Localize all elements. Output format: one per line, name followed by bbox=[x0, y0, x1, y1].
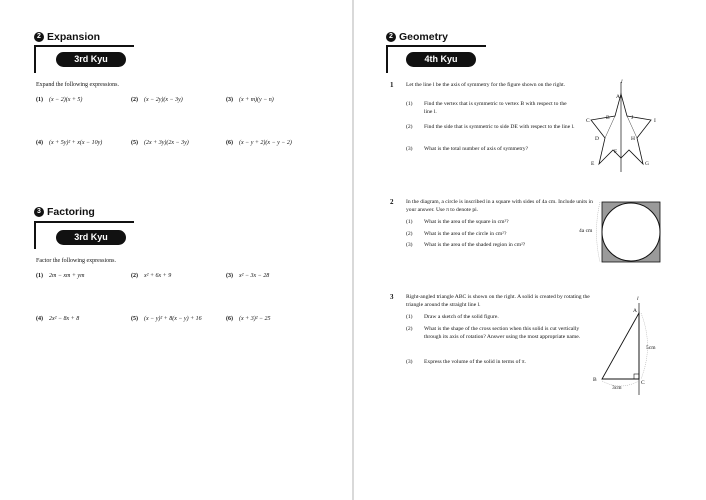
vertex-label: A bbox=[633, 308, 637, 314]
geometry-title: Geometry bbox=[399, 31, 449, 43]
vertex-label: G bbox=[645, 161, 649, 167]
sub-question: (2) Find the side that is symmetric to side DE with respect to the line l. bbox=[406, 124, 575, 130]
right-page bbox=[354, 0, 706, 500]
expansion-title: Expansion bbox=[47, 31, 101, 43]
expansion-problem: (6) (x − y + 2)(x − y − 2) bbox=[226, 140, 292, 146]
factoring-heading bbox=[34, 206, 95, 218]
inscribed-circle bbox=[602, 203, 660, 261]
expansion-problem: (3) (x + m)(y − n) bbox=[226, 97, 274, 103]
vertex-label: E bbox=[591, 161, 595, 167]
question-text: In the diagram, a circle is inscribed in a square with sides of 4a cm. Include units in your answer. Use π to denote pi. bbox=[406, 199, 593, 213]
geometry-heading bbox=[386, 31, 448, 43]
kyu-level-pill: 3rd Kyu bbox=[56, 230, 126, 245]
section-number-badge: 2 bbox=[386, 32, 396, 42]
sub-question: (3) What is the total number of axis of symmetry? bbox=[406, 146, 529, 152]
expansion-problem: (2) (x − 2y)(x − 3y) bbox=[131, 97, 183, 103]
sub-question: (1) Find the vertex that is symmetric to vertex B with respect to the line l. bbox=[406, 101, 567, 115]
sub-question: (1) Draw a sketch of the solid figure. bbox=[406, 314, 499, 320]
sub-question: (3) Express the volume of the solid in terms of π. bbox=[406, 359, 526, 365]
vertex-label: D bbox=[595, 136, 599, 142]
factoring-title: Factoring bbox=[47, 206, 95, 218]
vertex-label: C bbox=[586, 118, 590, 124]
question-text: Let the line l be the axis of symmetry for the figure shown on the right. bbox=[406, 82, 566, 88]
factoring-problem: (4) 2x² − 8x + 8 bbox=[36, 316, 80, 322]
right-angle-mark bbox=[634, 374, 639, 379]
question-number: 3 bbox=[390, 293, 394, 301]
star-figure bbox=[587, 80, 663, 174]
factoring-problem: (6) (x + 3)² − 25 bbox=[226, 316, 271, 322]
question-number: 2 bbox=[390, 198, 394, 206]
square-circle-figure bbox=[592, 198, 664, 270]
right-triangle bbox=[602, 313, 639, 379]
kyu-level-pill: 3rd Kyu bbox=[56, 52, 126, 67]
expansion-instruction: Expand the following expressions. bbox=[36, 82, 119, 88]
vertex-label: B bbox=[593, 377, 597, 383]
factoring-problem: (5) (x − y)² + 8(x − y) + 16 bbox=[131, 316, 202, 322]
vertex-label: F bbox=[614, 149, 618, 155]
section-number-badge: 3 bbox=[34, 207, 44, 217]
height-label: 5cm bbox=[646, 345, 656, 351]
question-number: 1 bbox=[390, 81, 394, 89]
section-number-badge: 2 bbox=[34, 32, 44, 42]
question-text: Right-angled triangle ABC is shown on the right. A solid is created by rotating the triangle around the straight line l. bbox=[406, 294, 590, 308]
factoring-instruction: Factor the following expressions. bbox=[36, 258, 116, 264]
vertex-label: C bbox=[641, 380, 645, 386]
vertex-label: I bbox=[654, 118, 656, 124]
sub-question: (2) What is the shape of the cross section when this solid is cut vertically through its axis of rotation? Answer using the most appropriate name. bbox=[406, 326, 581, 340]
vertex-label: B bbox=[606, 115, 610, 121]
vertex-label: H bbox=[631, 136, 635, 142]
factoring-problem: (3) x² − 3x − 28 bbox=[226, 273, 270, 279]
axis-label: l bbox=[637, 296, 639, 302]
sub-question: (2) What is the area of the circle in cm²? bbox=[406, 231, 507, 237]
expansion-heading bbox=[34, 31, 100, 43]
factoring-problem: (2) x² + 6x + 9 bbox=[131, 273, 172, 279]
vertex-label: J bbox=[631, 115, 634, 121]
sub-question: (3) What is the area of the shaded region in cm²? bbox=[406, 242, 526, 248]
left-page bbox=[0, 0, 352, 500]
base-label: 3cm bbox=[612, 385, 622, 391]
factoring-problem: (1) 2m − xm + ym bbox=[36, 273, 85, 279]
expansion-problem: (1) (x − 2)(x + 5) bbox=[36, 97, 83, 103]
expansion-problem: (4) (x + 5y)² + x(x − 10y) bbox=[36, 140, 103, 146]
kyu-level-pill: 4th Kyu bbox=[406, 52, 476, 67]
vertex-label: A bbox=[616, 94, 620, 100]
axis-label: l bbox=[621, 79, 623, 85]
side-length-label: 4a cm bbox=[579, 228, 593, 234]
expansion-problem: (5) (2x + 3y)(2x − 3y) bbox=[131, 140, 189, 146]
sub-question: (1) What is the area of the square in cm²? bbox=[406, 219, 509, 225]
